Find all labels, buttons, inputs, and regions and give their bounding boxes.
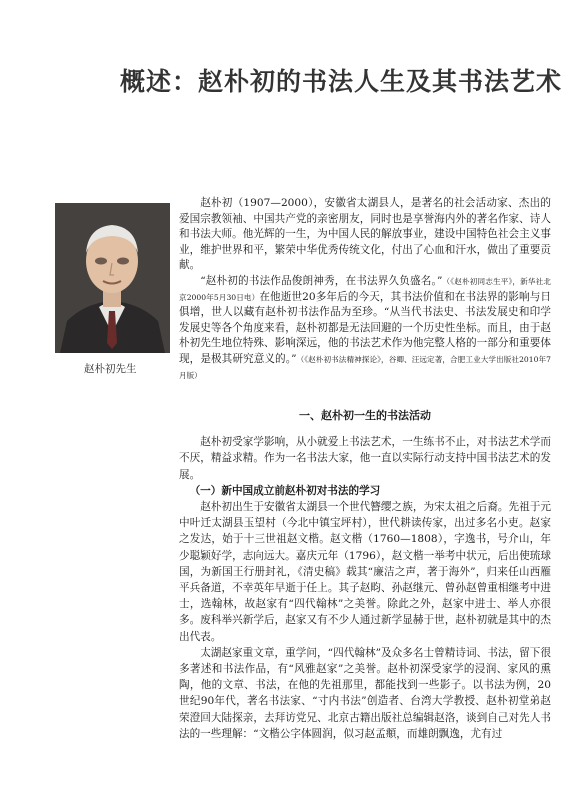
intro-paragraph-2 xyxy=(179,274,551,383)
photo-caption: 赵朴初先生 xyxy=(84,363,137,375)
source-note: （《赵朴初书法精神探论》，谷卿、汪远定著，合肥工业大学出版社2010年7月版） xyxy=(179,354,551,380)
intro-block xyxy=(179,196,551,383)
quote-text: “赵朴初的书法作品俊朗神秀，在书法界久负盛名。” xyxy=(200,274,443,287)
intro-paragraph-1: 赵朴初（1907—2000），安徽省太湖县人，是著名的社会活动家、杰出的爱国宗教领袖、中国共产党的亲密朋友，同时也是享誉海内外的著名作家、诗人和书法大师。他光辉的一生，为中国人民的解放事业，建设中国特色社会主义事业，维护世界和平，繁荣中华优秀传统文化，付出了心血和汗水，做出了重要贡献。 xyxy=(179,197,551,272)
page-title: 概述：赵朴初的书法人生及其书法艺术 xyxy=(120,67,563,96)
portrait-photo xyxy=(55,203,170,353)
source-note: （《赵朴初同志生平》，新华社北京2000年5月30日电） xyxy=(179,276,551,302)
quote-text: 在他逝世20多年后的今天，其书法价值和在书法界的影响与日俱增，世人以藏有赵朴初书法作品为至珍。“从当代书法史、书法发展史和印学发展史等各个角度来看，赵朴初都是无法回避的一个历史性坐标。而且，由于赵朴初先生地位特殊、影响深远，他的书法艺术作为他完整人格的一部分和重要体现，是极其研究意义的。” xyxy=(179,290,551,365)
section-paragraph: 赵朴初受家学影响，从小就爱上书法艺术，一生练书不止，对书法艺术学而不厌，精益求精。作为一名书法大家，他一直以实际行动支持中国书法艺术的发展。 xyxy=(179,436,551,481)
section-heading: 一、赵朴初一生的书法活动 xyxy=(299,409,431,422)
section-body xyxy=(179,408,551,742)
section-paragraph: 赵朴初出生于安徽省太湖县一个世代簪缨之族，为宋太祖之后裔。先祖于元中叶迁太湖县玉望村（今北中镇宝坪村），世代耕读传家，出过多名小吏。赵家之发达，始于十三世祖赵文楷。赵文楷（1760—1808），字逸书，号介山，年少聪颖好学，志向远大。嘉庆元年（1796），赵文楷一举考中状元，后出使琉球国，为新国王行册封礼，《清史稿》载其“廉洁之声，著于海外”，归来任山西雁平兵备道，不幸英年早逝于任上。其子赵畇、孙赵继元、曾孙赵曾重相继考中进士，选翰林，故赵家有“四代翰林”之美誉。除此之外，赵家中进士、举人亦很多。废科举兴新学后，赵家又有不少人通过新学显赫于世，赵朴初就是其中的杰出代表。 xyxy=(179,501,551,643)
section-paragraph: 太湖赵家重文章，重学问，“四代翰林”及众多名士曾精诗词、书法，留下很多著述和书法作品，有“风雅赵家”之美誉。赵朴初深受家学的浸润、家风的熏陶，他的文章、书法，在他的先祖那里，都能找到一些影子。以书法为例，20世纪90年代，著名书法家、“寸内书法”创造者、台湾大学教授、赵朴初堂弟赵荣澄回大陆探亲，去拜访党兄、北京古籍出版社总编辑赵洛，谈到自己对先人书法的一些理解：“文楷公字体圆润，似习赵孟頫，而雄朗飘逸，尤有过 xyxy=(179,646,551,740)
subsection-heading: （一）新中国成立前赵朴初对书法的学习 xyxy=(189,484,381,497)
